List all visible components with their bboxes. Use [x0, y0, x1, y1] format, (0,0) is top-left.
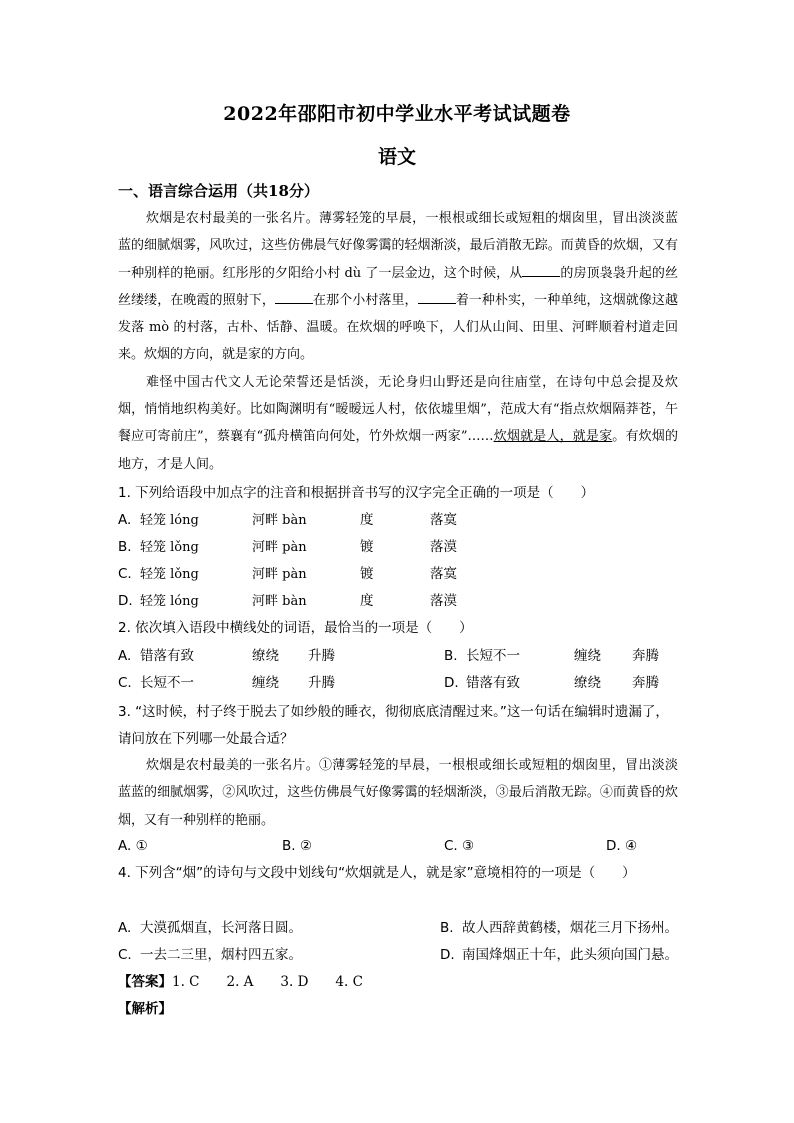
section-heading: 一、语言综合运用（共18分） [118, 182, 319, 200]
option-word: 落漠 [430, 593, 457, 609]
q3-option-d[interactable]: D. ④ [606, 838, 638, 854]
question-2-stem: 2. 依次填入语段中横线处的词语，最恰当的一项是（ ） [118, 620, 473, 636]
underlined-sentence: 炊烟就是人，就是家 [493, 429, 613, 445]
fill-blank-3 [418, 291, 456, 304]
q1-option-a[interactable] [118, 507, 678, 534]
subject-title: 语文 [377, 146, 416, 168]
passage-paragraph-2 [118, 369, 678, 478]
q2-options-row-1 [118, 643, 678, 670]
option-letter[interactable]: B. [444, 648, 458, 664]
option-letter[interactable]: D. [440, 947, 455, 963]
option-word: 河畔 pàn [252, 540, 307, 555]
option-text: 南国烽烟正十年，此头须向国门悬。 [462, 947, 678, 963]
question-1-stem: 1. 下列给语段中加点字的注音和根据拼音书写的汉字完全正确的一项是（ ） [118, 485, 595, 501]
passage-text: 着一种朴实，一种单纯，这烟就像这越发落 mò 的村落，古朴、恬静、温暖。在炊烟的呼唤下，人们从山间、田里、河畔顺着村道走回来。炊烟的方向，就是家的方向。 [118, 292, 678, 363]
option-letter: C. [118, 566, 132, 582]
option-letter[interactable]: D. [444, 675, 459, 691]
q4-options-row-2 [118, 942, 678, 969]
option-word: 河畔 bàn [252, 594, 307, 609]
option-word: 落漠 [430, 539, 457, 555]
option-word: 河畔 bàn [252, 513, 307, 528]
option-word: 轻笼 lóng [140, 594, 199, 609]
option-word: 错落有致 [140, 648, 194, 664]
option-letter: D. [118, 593, 133, 609]
option-word: 缠绕 [574, 648, 601, 664]
page-title: 2022年邵阳市初中学业水平考试试题卷 [223, 103, 571, 125]
option-word: 镀 [360, 539, 374, 555]
question-3-passage [118, 752, 678, 834]
option-letter: A. [118, 512, 132, 528]
option-text: 一去二三里，烟村四五家。 [140, 947, 302, 963]
passage-text: 难怪中国古代文人无论荣誓还是恬淡，无论身归山野还是向往庙堂，在诗句中总会提及炊烟，悄悄地织构美好。比如陶渊明有“暧暧远人村，依依墟里烟”，范成大有“指点炊烟隔莽苍，午餐应可寄前庄”，蔡襄有“孤舟横笛向何处，竹外炊烟一两家”…… [118, 374, 678, 445]
option-letter: B. [118, 539, 132, 555]
q2-options-row-2 [118, 670, 678, 697]
option-word: 升腾 [308, 648, 335, 664]
q1-option-c[interactable] [118, 561, 678, 588]
option-text: 大漠孤烟直，长河落日圆。 [140, 920, 302, 936]
question-4-stem: 4. 下列含“烟”的诗句与文段中划线句“炊烟就是人，就是家”意境相符的一项是（ ） [118, 865, 636, 881]
q4-options-row-1 [118, 915, 678, 942]
option-word: 落寞 [430, 566, 457, 582]
answer-values: 1. C 2. A 3. D 4. C [172, 974, 363, 990]
answer-line [118, 969, 363, 996]
option-word: 轻笼 lǒng [140, 540, 199, 555]
q3-option-a[interactable]: A. ① [118, 838, 148, 854]
option-word: 升腾 [308, 675, 335, 691]
passage-text: 炊烟是农村最美的一张名片。①薄雾轻笼的早晨，一根根或细长或短粗的烟囱里，冒出淡淡蓝蓝的细腻烟雾，②风吹过，这些仿佛晨气好像雾霭的轻烟渐淡，③最后消散无踪。④而黄昏的炊烟，又有一种别样的艳丽。 [118, 758, 678, 828]
passage-text: 炊烟是农村最美的一张名片。薄雾轻笼的早晨，一根根或细长或短粗的烟囱里，冒出淡淡蓝蓝的细腻烟雾，风吹过，这些仿佛晨气好像雾霭的轻烟渐淡，最后消散无踪。而黄昏的炊烟，又有一种别样的艳丽。红彤彤的夕阳给小村 dù 了一层金边，这个时候，从 [118, 211, 678, 281]
q3-option-c[interactable]: C. ③ [444, 838, 475, 854]
option-word: 缭绕 [252, 648, 279, 664]
passage-text: 。有炊烟的地方，才是人间。 [118, 429, 678, 472]
option-letter[interactable]: B. [440, 920, 454, 936]
analysis-label: 【解析】 [118, 1001, 172, 1017]
option-word: 河畔 pàn [252, 567, 307, 582]
q1-option-b[interactable] [118, 534, 678, 561]
option-word: 长短不一 [140, 675, 194, 691]
passage-paragraph-1 [118, 205, 678, 369]
option-word: 度 [360, 512, 374, 528]
question-3-stem: 3. “这时候，村子终于脱去了如纱般的睡衣，彻彻底底清醒过来。”这一句话在编辑时遗漏了，请问放在下列哪一处最合适？ [118, 704, 669, 747]
option-letter[interactable]: A. [118, 920, 132, 936]
option-word: 奔腾 [632, 675, 659, 691]
option-word: 度 [360, 593, 374, 609]
option-text: 故人西辞黄鹤楼，烟花三月下扬州。 [462, 920, 678, 936]
passage-text: 的房顶袅袅升起的丝丝缕缕，在晚霞的照射下， [118, 265, 678, 308]
fill-blank-2 [275, 291, 313, 304]
option-letter[interactable]: C. [118, 947, 132, 963]
option-word: 奔腾 [632, 648, 659, 664]
passage-text: 在那个小村落里， [312, 292, 418, 308]
q3-options [118, 833, 678, 860]
option-word: 缠绕 [252, 675, 279, 691]
option-word: 缭绕 [574, 675, 601, 691]
option-word: 落寞 [430, 512, 457, 528]
option-word: 轻笼 lóng [140, 513, 199, 528]
option-letter[interactable]: A. [118, 648, 132, 664]
fill-blank-1 [522, 264, 560, 277]
option-letter[interactable]: C. [118, 675, 132, 691]
reading-passage [118, 205, 678, 478]
option-word: 轻笼 lǒng [140, 567, 199, 582]
q1-option-d[interactable] [118, 588, 678, 615]
q3-option-b[interactable]: B. ② [282, 838, 312, 854]
answer-label: 【答案】 [118, 974, 172, 990]
option-word: 镀 [360, 566, 374, 582]
option-word: 错落有致 [466, 675, 520, 691]
option-word: 长短不一 [466, 648, 520, 664]
